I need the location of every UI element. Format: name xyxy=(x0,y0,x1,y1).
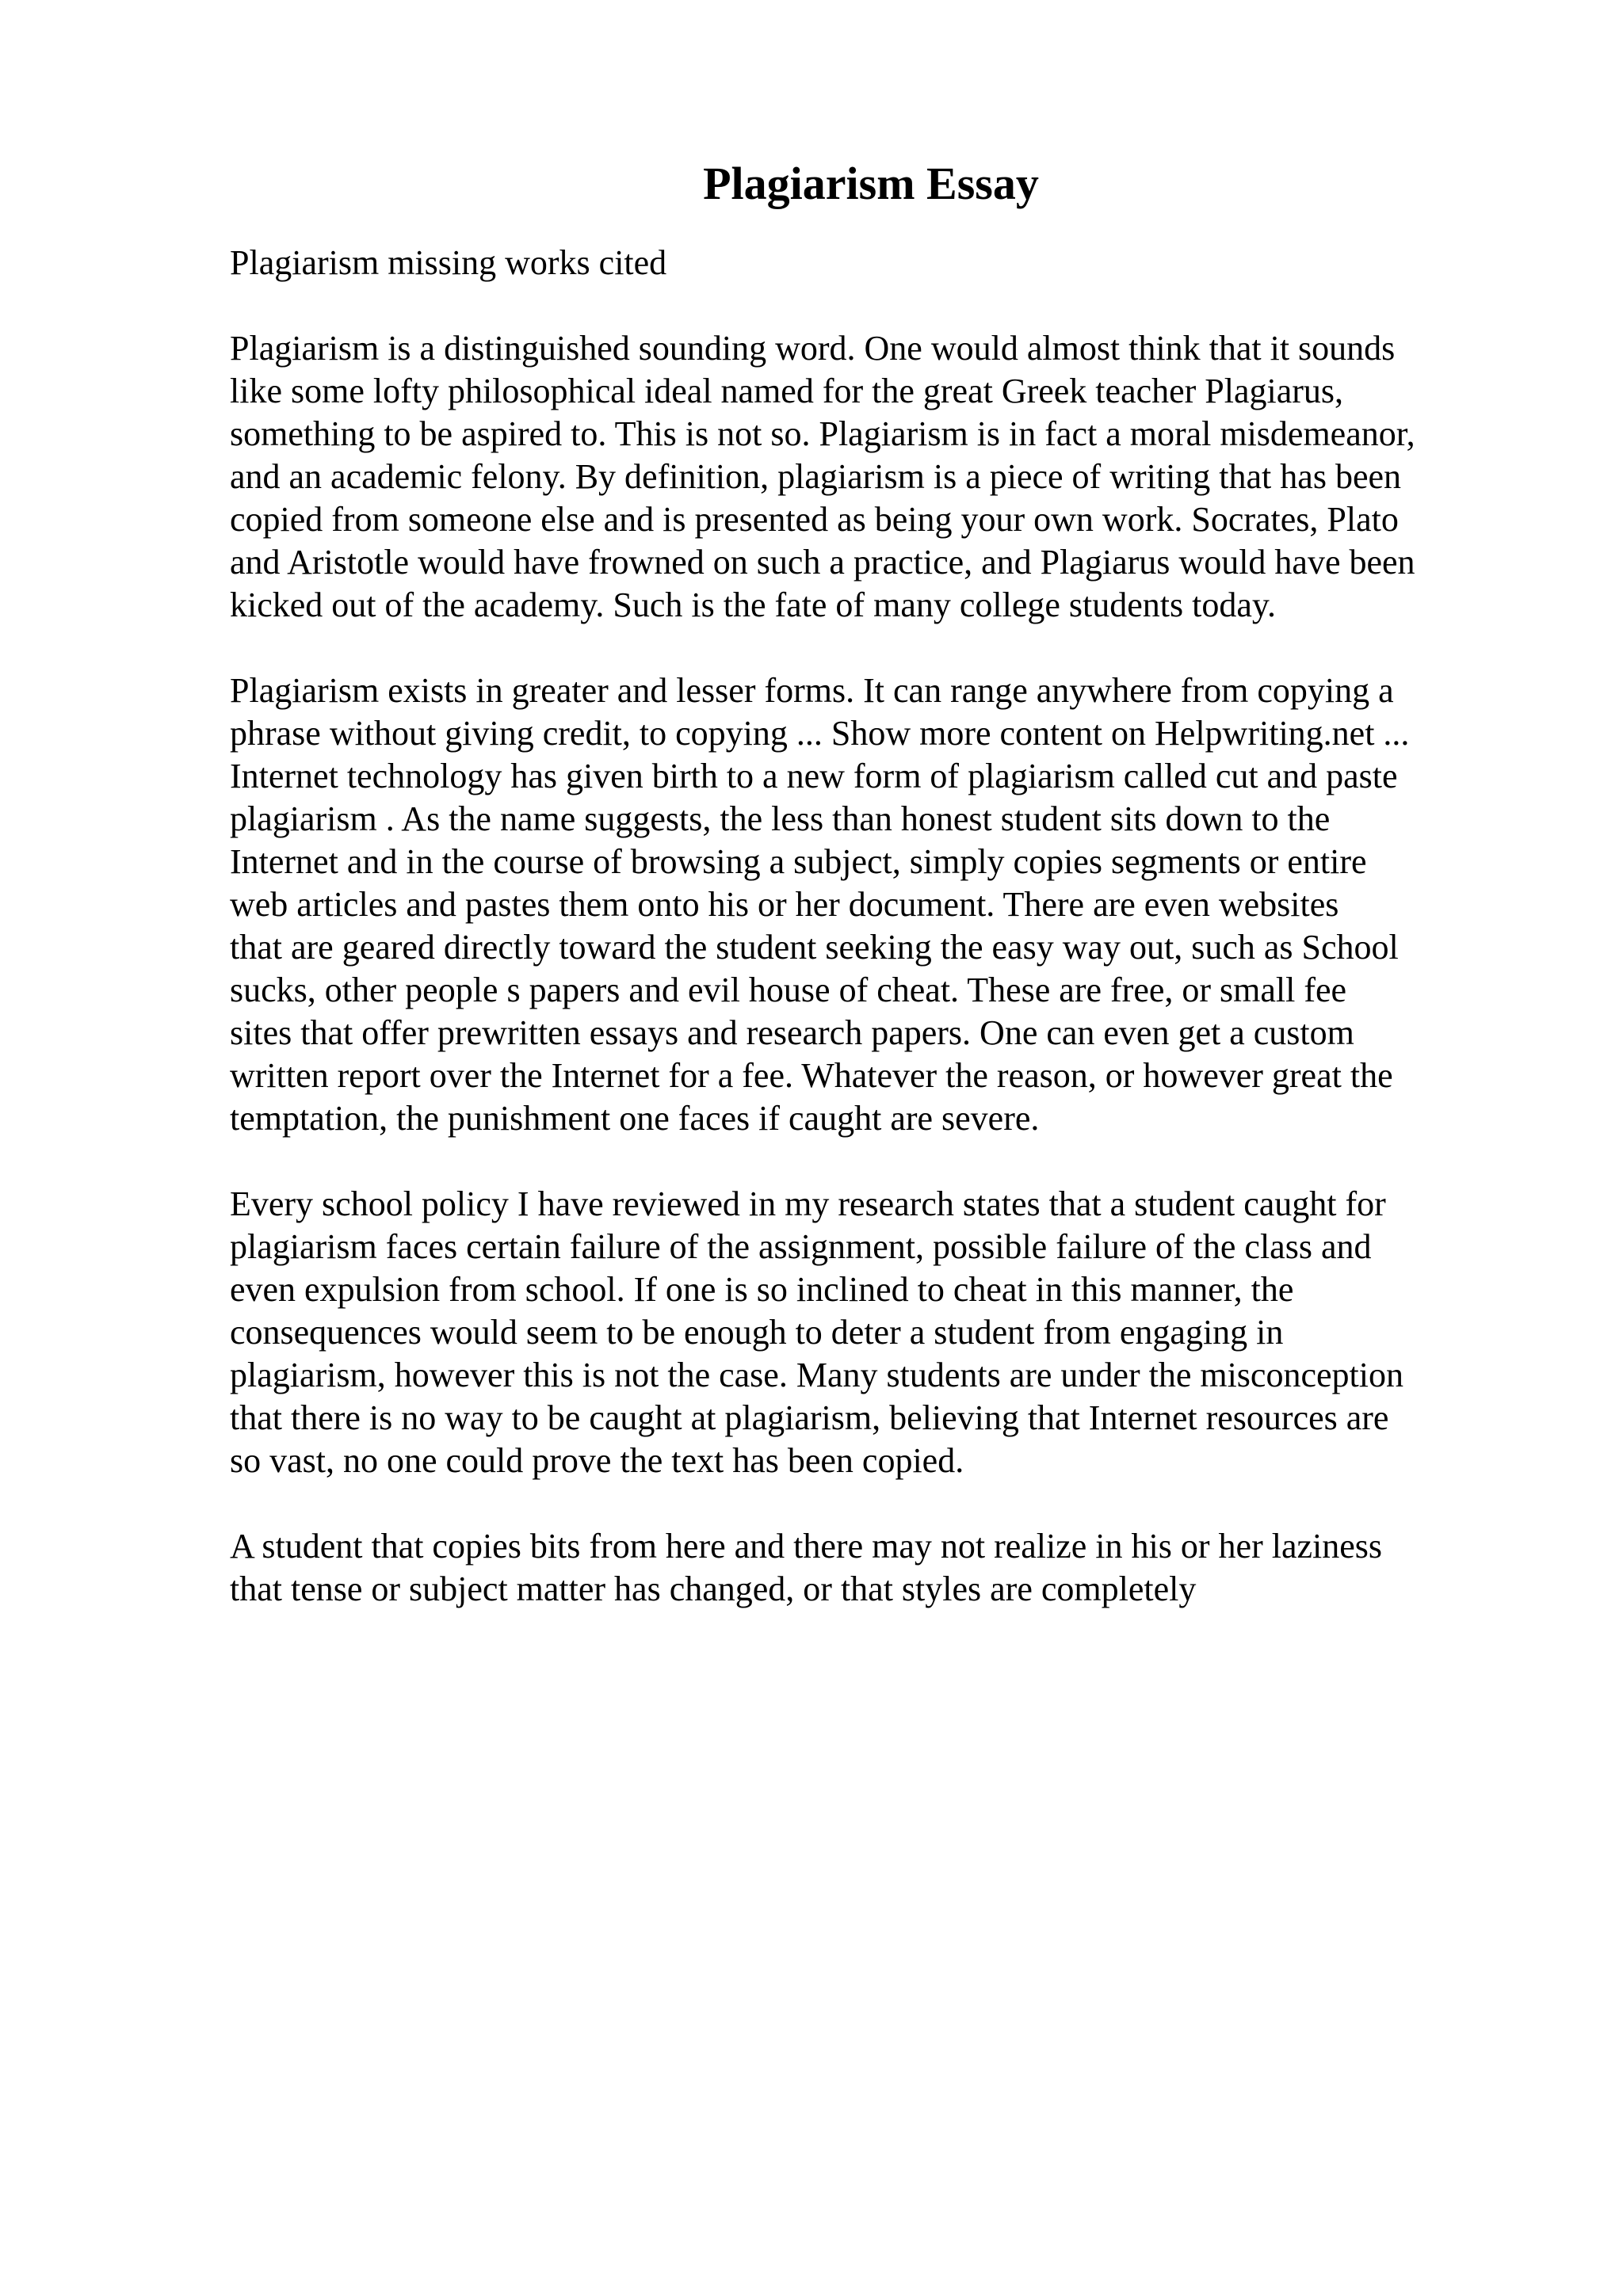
document-body xyxy=(230,242,1529,1611)
text-line: so vast, no one could prove the text has been copied. xyxy=(230,1441,964,1480)
paragraph-1 xyxy=(230,327,1529,627)
text-line: Plagiarism is a distinguished sounding word. One would almost think that it sounds xyxy=(230,329,1396,368)
paragraph-3 xyxy=(230,1183,1529,1482)
paragraph-gap xyxy=(230,627,1529,669)
paragraph-gap xyxy=(230,1140,1529,1183)
text-line: Plagiarism exists in greater and lesser forms. It can range anywhere from copying a xyxy=(230,671,1394,710)
text-line: Every school policy I have reviewed in my research states that a student caught for xyxy=(230,1184,1386,1223)
text-line: consequences would seem to be enough to deter a student from engaging in xyxy=(230,1313,1284,1352)
text-line: that there is no way to be caught at plagiarism, believing that Internet resources are xyxy=(230,1398,1389,1437)
text-line: something to be aspired to. This is not so. Plagiarism is in fact a moral misdemeanor, xyxy=(230,414,1415,453)
text-line: plagiarism, however this is not the case. Many students are under the misconception xyxy=(230,1356,1403,1394)
text-line: web articles and pastes them onto his or her document. There are even websites xyxy=(230,885,1339,924)
text-line: even expulsion from school. If one is so inclined to cheat in this manner, the xyxy=(230,1270,1294,1309)
text-line: like some lofty philosophical ideal named for the great Greek teacher Plagiarus, xyxy=(230,372,1344,410)
page-title: Plagiarism Essay xyxy=(703,158,1039,209)
subtitle: Plagiarism missing works cited xyxy=(230,243,667,282)
text-line: Internet and in the course of browsing a subject, simply copies segments or entire xyxy=(230,842,1367,881)
text-line: that are geared directly toward the student seeking the easy way out, such as School xyxy=(230,928,1399,967)
text-line: kicked out of the academy. Such is the fate of many college students today. xyxy=(230,585,1276,624)
text-line: copied from someone else and is presented as being your own work. Socrates, Plato xyxy=(230,500,1399,539)
paragraph-4 xyxy=(230,1525,1529,1611)
text-line: and Aristotle would have frowned on such a practice, and Plagiarus would have been xyxy=(230,543,1415,582)
text-line: and an academic felony. By definition, plagiarism is a piece of writing that has been xyxy=(230,457,1401,496)
text-line: sucks, other people s papers and evil house of cheat. These are free, or small fee xyxy=(230,971,1347,1009)
text-line: plagiarism . As the name suggests, the less than honest student sits down to the xyxy=(230,799,1331,838)
text-line: phrase without giving credit, to copying ... Show more content on Helpwriting.net ... xyxy=(230,714,1410,753)
paragraph-gap xyxy=(230,1482,1529,1525)
text-line: written report over the Internet for a fee. Whatever the reason, or however great the xyxy=(230,1056,1393,1095)
text-line: sites that offer prewritten essays and research papers. One can even get a custom xyxy=(230,1013,1354,1052)
text-line: A student that copies bits from here and there may not realize in his or her laziness xyxy=(230,1527,1382,1566)
paragraph-2 xyxy=(230,669,1529,1140)
paragraph-gap xyxy=(230,284,1529,327)
text-line: plagiarism faces certain failure of the assignment, possible failure of the class and xyxy=(230,1227,1372,1266)
text-line: that tense or subject matter has changed, or that styles are completely xyxy=(230,1569,1197,1608)
text-line: Internet technology has given birth to a new form of plagiarism called cut and paste xyxy=(230,757,1398,795)
text-line: temptation, the punishment one faces if caught are severe. xyxy=(230,1099,1040,1138)
